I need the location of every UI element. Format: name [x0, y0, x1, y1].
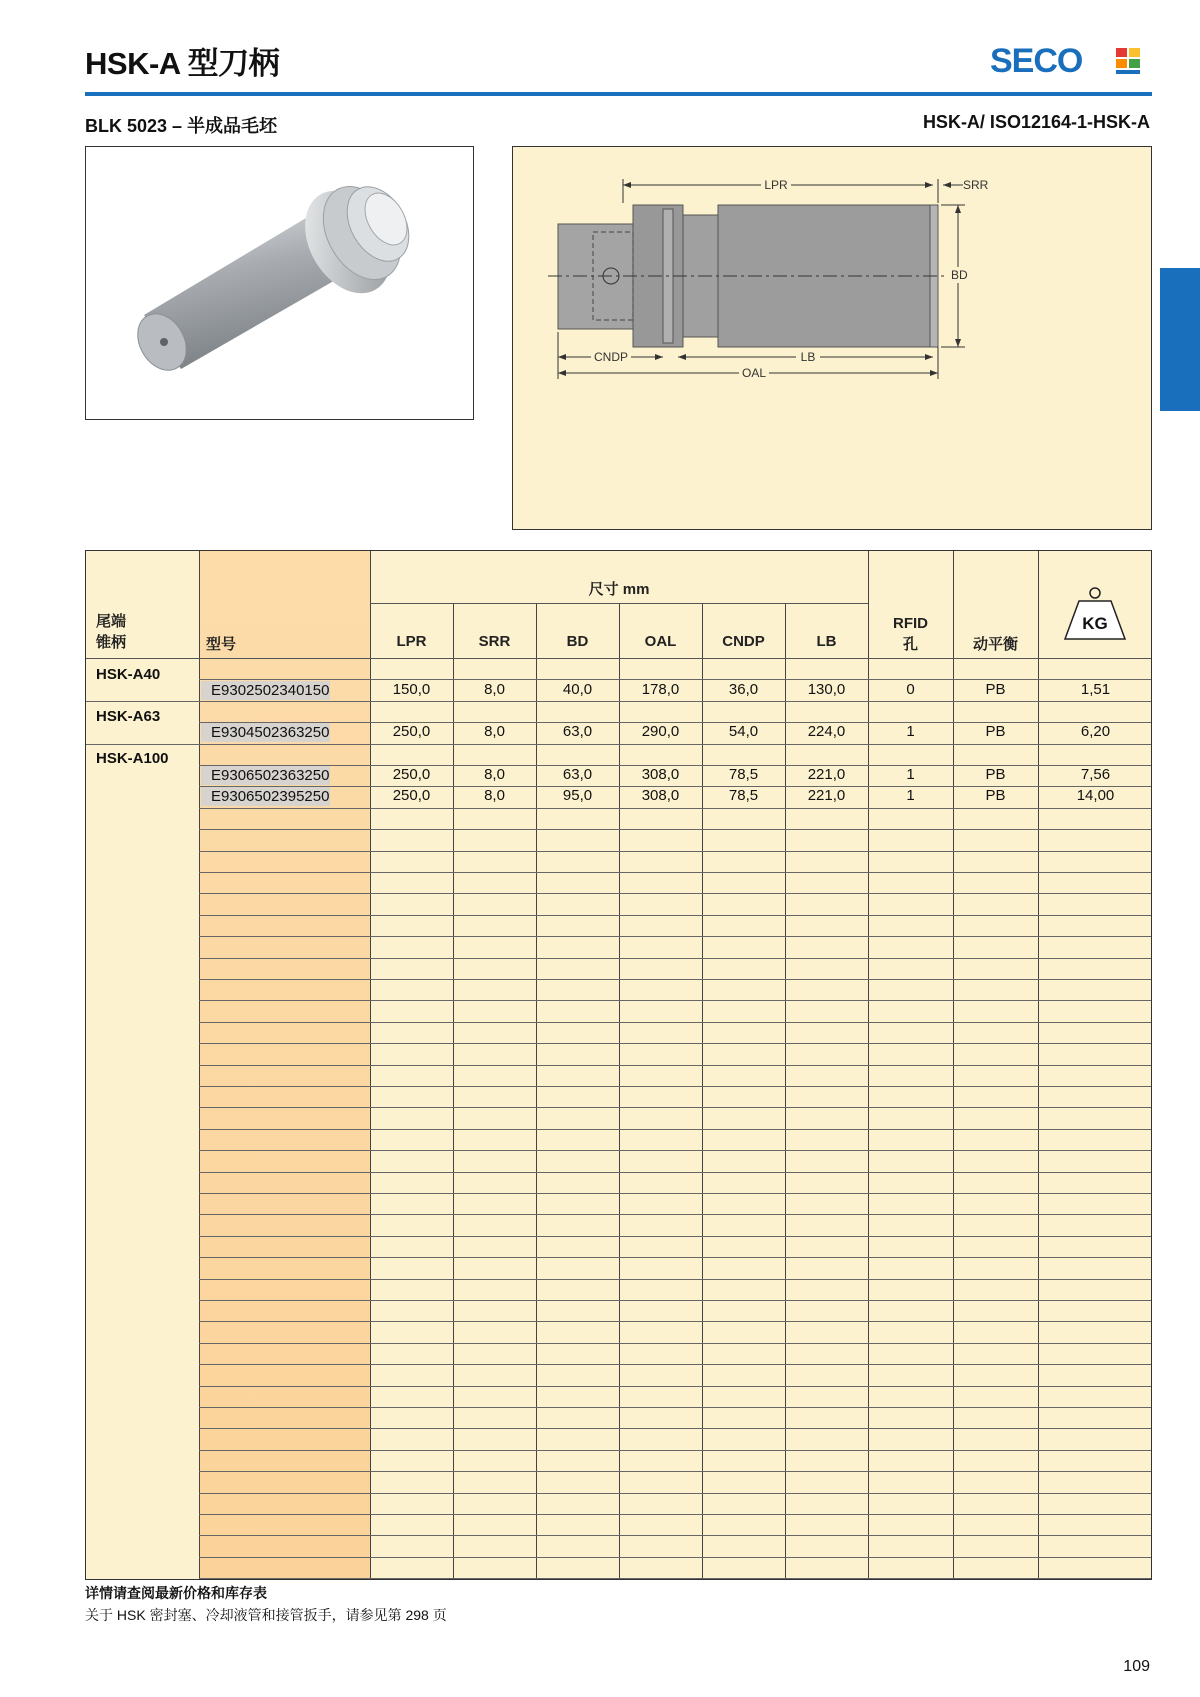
row-divider	[199, 1535, 1151, 1536]
weight-cell: 7,56	[1080, 766, 1111, 783]
lb-cell: 224,0	[807, 723, 846, 740]
row-divider	[199, 1407, 1151, 1408]
row-divider	[199, 1257, 1151, 1258]
lb-label: LB	[800, 350, 816, 364]
cndp-cell: 78,5	[728, 766, 759, 783]
cndp-cell: 78,5	[728, 787, 759, 804]
row-divider	[199, 829, 1151, 830]
weight-header: KG	[1082, 614, 1108, 633]
cndp-header: CNDP	[722, 633, 765, 650]
weight-cell: 14,00	[1076, 787, 1115, 804]
weight-cell: 1,51	[1080, 681, 1111, 698]
row-divider	[199, 1022, 1151, 1023]
row-divider	[199, 1386, 1151, 1387]
lpr-cell: 250,0	[392, 787, 431, 804]
lpr-label: LPR	[764, 178, 788, 192]
seco-logo	[990, 40, 1152, 80]
rfid-cell: 1	[906, 723, 915, 740]
row-divider	[199, 1086, 1151, 1087]
rfid-cell: 1	[906, 787, 915, 804]
model-header: 型号	[206, 636, 237, 653]
product-photo	[85, 146, 474, 420]
row-divider	[199, 958, 1151, 959]
row-divider	[199, 1450, 1151, 1451]
row-divider	[199, 1471, 1151, 1472]
row-divider	[199, 1065, 1151, 1066]
bd-cell: 63,0	[562, 766, 593, 783]
cndp-label: CNDP	[593, 350, 629, 364]
bd-label: BD	[951, 268, 968, 282]
row-divider	[199, 1343, 1151, 1344]
lb-cell: 221,0	[807, 766, 846, 783]
srr-cell: 8,0	[484, 681, 505, 698]
shank-header-line1: 尾端	[96, 613, 127, 630]
lpr-cell: 250,0	[392, 766, 431, 783]
row-divider	[199, 1172, 1151, 1173]
lpr-header: LPR	[396, 633, 427, 650]
row-divider	[199, 1493, 1151, 1494]
weight-cell: 6,20	[1080, 723, 1111, 740]
balance-cell: PB	[985, 681, 1006, 698]
lb-cell: 221,0	[807, 787, 846, 804]
row-divider	[199, 872, 1151, 873]
balance-header: 动平衡	[972, 636, 1018, 653]
cndp-cell: 54,0	[728, 723, 759, 740]
rfid-header-line1: RFID	[893, 615, 928, 632]
row-divider	[199, 1129, 1151, 1130]
oal-cell: 290,0	[641, 723, 680, 740]
dimensions-group-header: 尺寸 mm	[588, 581, 650, 598]
brand-name: SECO	[990, 42, 1083, 80]
row-divider	[199, 893, 1151, 894]
lb-cell: 130,0	[807, 681, 846, 698]
col-divider	[785, 603, 786, 1580]
lpr-cell: 150,0	[392, 681, 431, 698]
bd-cell: 40,0	[562, 681, 593, 698]
model-cell: E9304502363250	[201, 723, 330, 742]
rfid-header-line2: 孔	[902, 636, 918, 653]
header-rule	[85, 92, 1152, 96]
row-divider	[199, 1514, 1151, 1515]
bd-cell: 63,0	[562, 723, 593, 740]
tool-holder-render	[86, 147, 473, 419]
srr-cell: 8,0	[484, 766, 505, 783]
accessories-note: 关于 HSK 密封塞、冷却液管和接管扳手，请参见第 298 页	[85, 1607, 447, 1623]
row-divider	[199, 1279, 1151, 1280]
col-divider	[536, 603, 537, 1580]
row-divider	[199, 1321, 1151, 1322]
row-divider	[199, 1000, 1151, 1001]
srr-cell: 8,0	[484, 723, 505, 740]
model-cell: E9306502363250	[201, 766, 330, 785]
shank-header	[96, 611, 126, 653]
balance-cell: PB	[985, 723, 1006, 740]
oal-cell: 308,0	[641, 787, 680, 804]
row-divider	[199, 936, 1151, 937]
product-subtitle: BLK 5023 – 半成品毛坯	[85, 116, 278, 136]
dimension-drawing	[513, 147, 1151, 529]
page-number: 109	[1123, 1658, 1150, 1675]
row-divider	[199, 915, 1151, 916]
section-tab	[1160, 268, 1200, 411]
row-divider	[86, 744, 1151, 745]
model-cell: E9302502340150	[201, 681, 330, 700]
rfid-cell: 1	[906, 766, 915, 783]
oal-cell: 308,0	[641, 766, 680, 783]
balance-cell: PB	[985, 766, 1006, 783]
header-divider	[370, 603, 868, 604]
row-divider	[199, 1236, 1151, 1237]
row-divider	[199, 979, 1151, 980]
lb-header: LB	[816, 633, 837, 650]
row-divider	[199, 1043, 1151, 1044]
col-divider	[619, 603, 620, 1580]
lpr-cell: 250,0	[392, 723, 431, 740]
row-divider	[199, 1364, 1151, 1365]
page-title: HSK-A 型刀柄	[85, 46, 280, 81]
row-divider	[199, 1557, 1151, 1558]
row-divider	[199, 1214, 1151, 1215]
row-divider	[86, 701, 1151, 702]
rfid-cell: 0	[906, 681, 915, 698]
row-divider	[199, 1300, 1151, 1301]
srr-cell: 8,0	[484, 787, 505, 804]
srr-label: SRR	[963, 178, 989, 192]
oal-label: OAL	[741, 366, 767, 380]
oal-cell: 178,0	[641, 681, 680, 698]
standard-subtitle: HSK-A/ ISO12164-1-HSK-A	[922, 112, 1150, 132]
group-label: HSK-A63	[96, 708, 161, 725]
dimension-diagram	[512, 146, 1152, 530]
row-divider	[199, 1107, 1151, 1108]
oal-header: OAL	[644, 633, 677, 650]
price-stock-note: 详情请查阅最新价格和库存表	[85, 1585, 267, 1601]
header-bottom	[86, 658, 1151, 659]
bd-header: BD	[566, 633, 589, 650]
model-cell: E9306502395250	[201, 787, 330, 806]
spec-table	[85, 550, 1152, 1580]
row-divider	[199, 1193, 1151, 1194]
group-label: HSK-A40	[96, 666, 161, 683]
group-label: HSK-A100	[96, 750, 169, 767]
weight-icon	[1061, 585, 1129, 648]
col-divider	[702, 603, 703, 1580]
row-divider	[199, 851, 1151, 852]
row-divider	[199, 1428, 1151, 1429]
cndp-cell: 36,0	[728, 681, 759, 698]
row-divider	[199, 1578, 1151, 1579]
srr-header: SRR	[478, 633, 511, 650]
row-divider	[199, 1150, 1151, 1151]
shank-header-line2: 锥柄	[96, 634, 127, 651]
col-divider	[453, 603, 454, 1580]
balance-cell: PB	[985, 787, 1006, 804]
rfid-header	[868, 613, 953, 655]
row-divider	[199, 808, 1151, 809]
bd-cell: 95,0	[562, 787, 593, 804]
